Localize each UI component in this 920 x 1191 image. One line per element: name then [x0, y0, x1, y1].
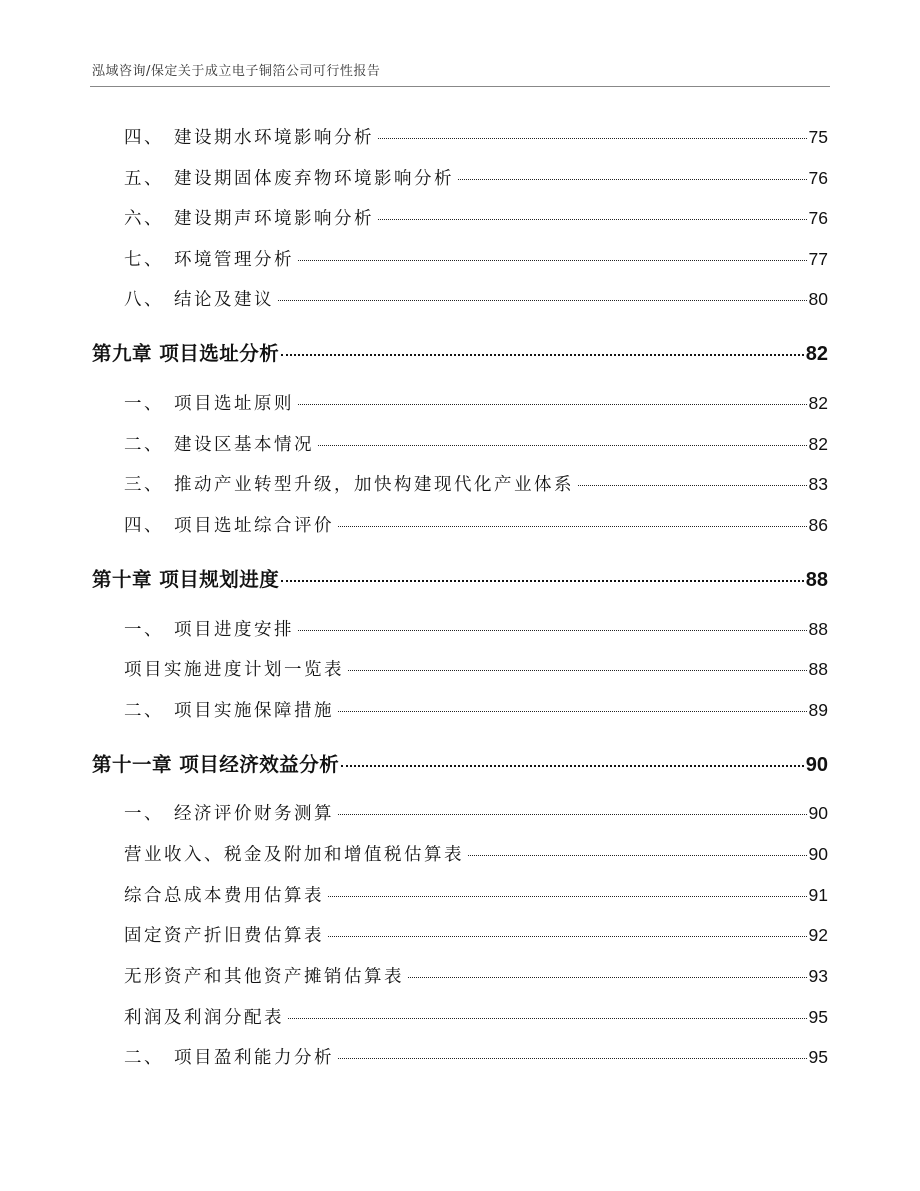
toc-entry[interactable]: [124, 841, 828, 866]
toc-entry-number: 一、: [124, 394, 164, 414]
toc-entry-number: 五、: [124, 169, 164, 189]
toc-entry[interactable]: [124, 165, 828, 190]
dot-leader: [338, 526, 807, 527]
dot-leader: [378, 138, 807, 139]
dot-leader: [328, 936, 807, 937]
toc-entry-page: 82: [808, 393, 828, 413]
toc-entry-title: 项目进度安排: [174, 620, 294, 640]
dot-leader: [458, 179, 807, 180]
dot-leader: [298, 630, 807, 631]
toc-entry-page: 92: [808, 925, 828, 945]
dot-leader: [298, 260, 807, 261]
toc-entry[interactable]: [124, 800, 828, 825]
toc-entry-page: 86: [808, 515, 828, 535]
toc-entry[interactable]: [124, 697, 828, 722]
toc-entry-number: 二、: [124, 1048, 164, 1068]
toc-entry[interactable]: [124, 390, 828, 415]
dot-leader: [298, 404, 807, 405]
toc-entry-number: 一、: [124, 620, 164, 640]
toc-entry-page: 80: [808, 289, 828, 309]
toc-entry-title: 综合总成本费用估算表: [124, 886, 324, 906]
toc-entry-title: 固定资产折旧费估算表: [124, 926, 324, 946]
toc-entry-page: 95: [808, 1007, 828, 1027]
toc-entry[interactable]: [124, 431, 828, 456]
toc-chapter[interactable]: [92, 564, 828, 592]
toc-entry-page: 88: [808, 659, 828, 679]
dot-leader: [378, 219, 807, 220]
toc-entry-title: 利润及利润分配表: [124, 1008, 284, 1028]
toc-entry-title: 推动产业转型升级，加快构建现代化产业体系: [174, 475, 574, 495]
toc-entry[interactable]: [124, 286, 828, 311]
toc-entry-title: 建设区基本情况: [174, 435, 314, 455]
dot-leader: [338, 711, 807, 712]
dot-leader: [408, 977, 807, 978]
toc-entry[interactable]: [124, 205, 828, 230]
toc-entry[interactable]: [124, 246, 828, 271]
toc-entry-page: 95: [808, 1047, 828, 1067]
toc-entry-page: 90: [808, 844, 828, 864]
toc-entry-number: 四、: [124, 128, 164, 148]
toc-entry-page: 75: [808, 127, 828, 147]
toc-chapter-title: 第十章 项目规划进度: [92, 568, 280, 591]
toc-chapter-page: 90: [805, 754, 828, 776]
toc-entry-page: 82: [808, 434, 828, 454]
dot-leader: [281, 580, 803, 582]
dot-leader: [338, 814, 807, 815]
toc-entry-page: 76: [808, 208, 828, 228]
toc-entry-title: 建设期水环境影响分析: [174, 128, 374, 148]
dot-leader: [281, 354, 803, 356]
toc-entry-page: 76: [808, 168, 828, 188]
toc-entry[interactable]: [124, 1004, 828, 1029]
toc-entry-title: 项目实施保障措施: [174, 701, 334, 721]
toc-entry-page: 91: [808, 885, 828, 905]
dot-leader: [341, 765, 803, 767]
dot-leader: [328, 896, 807, 897]
toc-chapter-title: 第十一章 项目经济效益分析: [92, 753, 340, 776]
toc-entry[interactable]: [124, 963, 828, 988]
toc-entry-number: 三、: [124, 475, 164, 495]
toc-entry-number: 一、: [124, 804, 164, 824]
toc-entry-page: 83: [808, 474, 828, 494]
toc-entry-title: 项目实施进度计划一览表: [124, 660, 344, 680]
toc-entry-title: 项目选址原则: [174, 394, 294, 414]
toc-entry-number: 四、: [124, 516, 164, 536]
toc-entry-title: 项目选址综合评价: [174, 516, 334, 536]
toc-entry-number: 七、: [124, 250, 164, 270]
toc-entry-number: 八、: [124, 290, 164, 310]
toc-entry-title: 环境管理分析: [174, 250, 294, 270]
toc-entry-title: 项目盈利能力分析: [174, 1048, 334, 1068]
dot-leader: [468, 855, 807, 856]
toc-entry-number: 二、: [124, 435, 164, 455]
toc-entry-title: 建设期固体废弃物环境影响分析: [174, 169, 454, 189]
toc-entry-title: 建设期声环境影响分析: [174, 209, 374, 229]
toc-entry-number: 六、: [124, 209, 164, 229]
dot-leader: [338, 1058, 807, 1059]
toc-entry-page: 90: [808, 803, 828, 823]
toc-entry[interactable]: [124, 124, 828, 149]
dot-leader: [348, 670, 807, 671]
toc-chapter-page: 88: [805, 569, 828, 591]
toc-entry[interactable]: [124, 1044, 828, 1069]
toc-chapter[interactable]: [92, 749, 828, 777]
toc-entry-number: 二、: [124, 701, 164, 721]
toc-entry[interactable]: [124, 882, 828, 907]
toc-chapter-page: 82: [805, 343, 828, 365]
toc-entry-page: 88: [808, 619, 828, 639]
toc-chapter-title: 第九章 项目选址分析: [92, 342, 280, 365]
toc-entry[interactable]: [124, 471, 828, 496]
dot-leader: [288, 1018, 807, 1019]
dot-leader: [278, 300, 807, 301]
toc-entry[interactable]: [124, 656, 828, 681]
toc-chapter[interactable]: [92, 338, 828, 366]
toc-entry-page: 93: [808, 966, 828, 986]
toc-entry[interactable]: [124, 922, 828, 947]
dot-leader: [578, 485, 807, 486]
toc-entry-title: 经济评价财务测算: [174, 804, 334, 824]
toc-entry[interactable]: [124, 512, 828, 537]
dot-leader: [318, 445, 807, 446]
toc-entry-title: 结论及建议: [174, 290, 274, 310]
toc-entry-page: 89: [808, 700, 828, 720]
toc-entry-page: 77: [808, 249, 828, 269]
toc-entry[interactable]: [124, 616, 828, 641]
toc-entry-title: 营业收入、税金及附加和增值税估算表: [124, 845, 464, 865]
page-header: 泓域咨询/保定关于成立电子铜箔公司可行性报告: [92, 64, 381, 79]
toc-entry-title: 无形资产和其他资产摊销估算表: [124, 967, 404, 987]
